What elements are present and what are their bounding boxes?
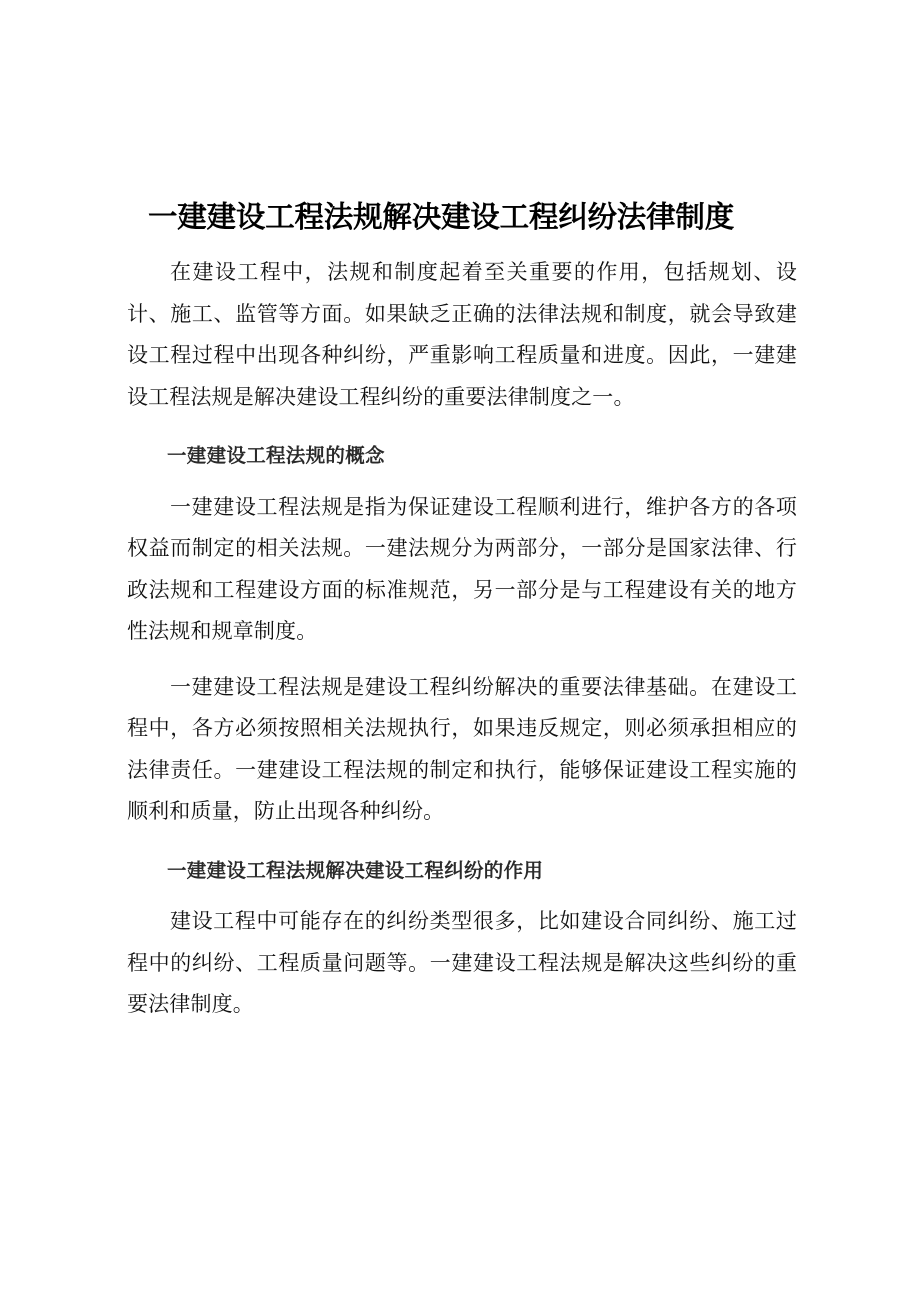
page-title: 一建建设工程法规解决建设工程纠纷法律制度 bbox=[148, 200, 735, 234]
block-spacer bbox=[127, 480, 797, 487]
block-spacer bbox=[127, 840, 797, 847]
paragraph: 在建设工程中，法规和制度起着至关重要的作用，包括规划、设计、施工、监管等方面。如果缺乏正确的法律法规和制度，就会导致建设工程过程中出现各种纠纷，严重影响工程质量和进度。因此，一建建设工程法规是解决建设工程纠纷的重要法律制度之一。 bbox=[127, 260, 797, 409]
paragraph: 一建建设工程法规是指为保证建设工程顺利进行，维护各方的各项权益而制定的相关法规。一建法规分为两部分，一部分是国家法律、行政法规和工程建设方面的标准规范，另一部分是与工程建设有关的地方性法规和规章制度。 bbox=[127, 494, 797, 643]
paragraph: 建设工程中可能存在的纠纷类型很多，比如建设合同纠纷、施工过程中的纠纷、工程质量问题等。一建建设工程法规是解决这些纠纷的重要法律制度。 bbox=[127, 909, 797, 1016]
section-heading-role: 一建建设工程法规解决建设工程纠纷的作用 bbox=[167, 858, 544, 882]
block-spacer bbox=[127, 425, 797, 432]
document-body bbox=[127, 196, 797, 1033]
block-spacer bbox=[127, 894, 797, 901]
paragraph: 一建建设工程法规是建设工程纠纷解决的重要法律基础。在建设工程中，各方必须按照相关法规执行，如果违反规定，则必须承担相应的法律责任。一建建设工程法规的制定和执行，能够保证建设工程实施的顺利和质量，防止出现各种纠纷。 bbox=[127, 674, 797, 823]
section-heading-concept: 一建建设工程法规的概念 bbox=[167, 444, 385, 467]
block-spacer bbox=[127, 660, 797, 667]
